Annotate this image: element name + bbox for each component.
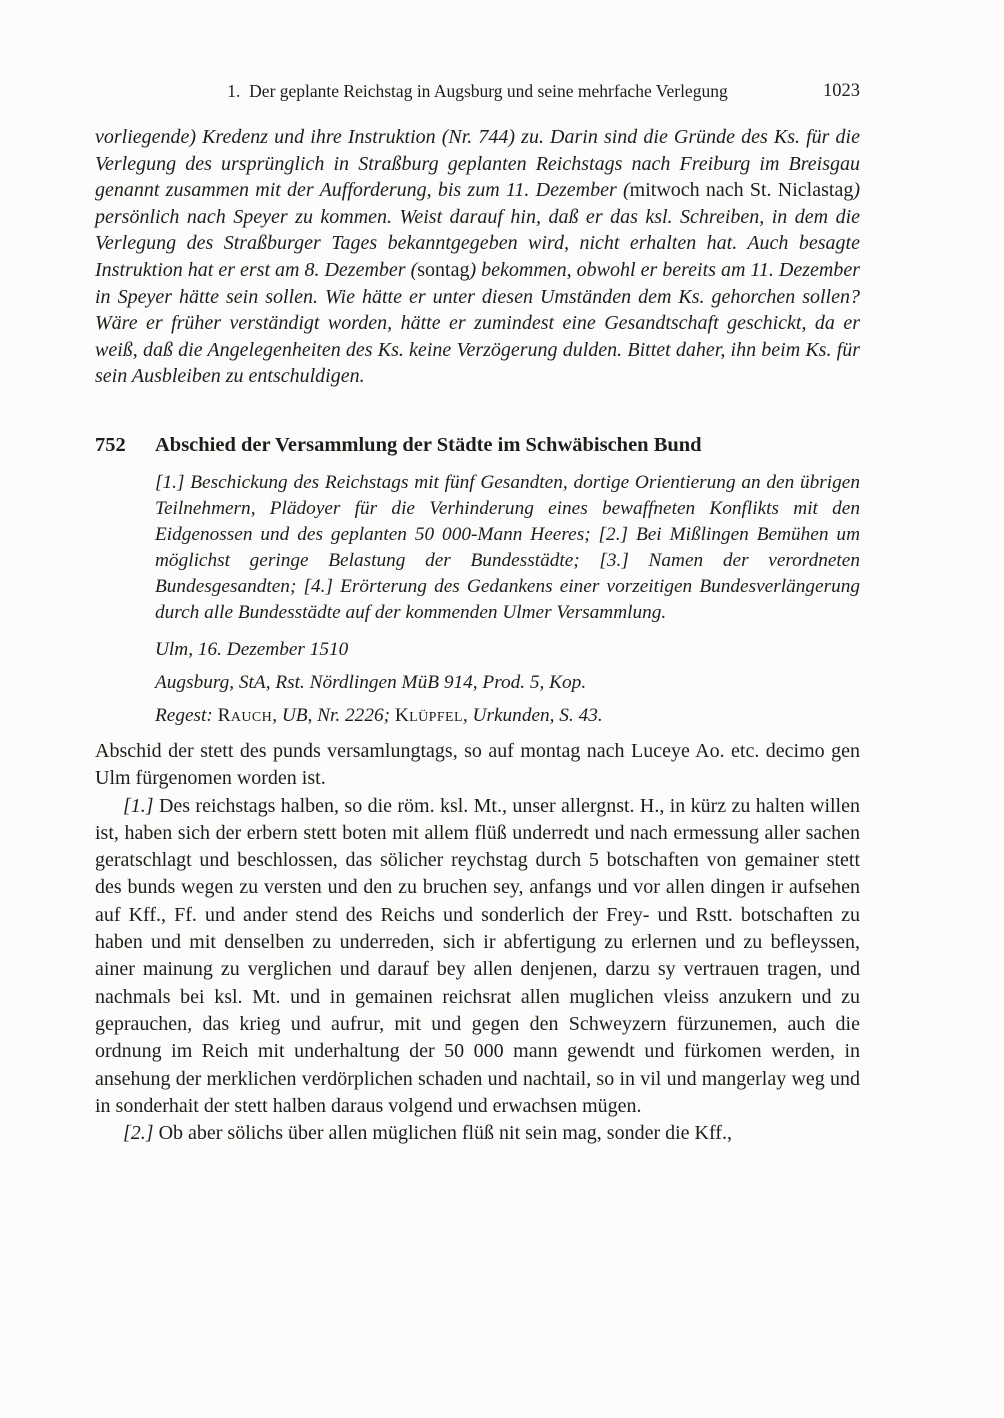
carryover-regest-paragraph xyxy=(95,124,860,390)
inline-date-gloss: sontag xyxy=(417,258,470,281)
body-paragraph xyxy=(95,1120,860,1147)
body-paragraph xyxy=(95,793,860,1121)
body-text-segment: Des reichstags halben, so die röm. ksl. Mt., unser allergnst. H., in kürz zu halten willen ist, haben sich der erbern stett boten mit allem flüß underredt und nach ermessung aller sachen geratschlagt und beschlossen, das sölicher reychstag durch 5 botschaften von gemainer stett des bunds wegen zu versten und den zu bruchen sey, anfangs und vor allen dingen ir aufsehen auf Kff., Ff. und ander stend des Reichs und sonderlich der Frey- und Rstt. botschaften zu haben und mit denselben zu underreden, sich ir abfertigung zu erlernen und zu befleyssen, ainer mainung zu verglichen und darauf bey allen denjenen, darzu sy vertrauen tragen, und nachmals bei ksl. Mt. und in gemainen reichsrat allen muglichen vleiss anzukern und zu geprauchen, das krieg und aufrur, mit und gegen den Schweyzern fürzunemen, auch die ordnung im Reich mit underhaltung der 50 000 mann gewendt und fürkomen werden, in ansehung der merklichen verdörplichen schaden und nachtail, so in vil und mangerlay weg und in sonderhait der stett halben daraus volgend und erwachsen mügen. xyxy=(95,794,860,1117)
entry-summary: [1.] Beschickung des Reichstags mit fünf Gesandten, dortige Orientierung an den übrigen Teilnehmern, Plädoyer für die Verhinderung eines bewaffneten Konflikts mit den Eidgenossen und des geplanten 50 000-Mann Heeres; [2.] Bei Mißlingen Bemühen um möglichst geringe Belastung der Bundesstädte; [3.] Namen der verordneten Bundesgesandten; [4.] Erörterung des Gedankens einer vorzeitigen Bundesverlängerung durch alle Bundesstädte auf der kommenden Ulmer Versammlung. xyxy=(155,471,860,623)
page-number: 1023 xyxy=(823,81,860,101)
entry-source-line: Augsburg, StA, Rst. Nördlingen MüB 914, Prod. 5, Kop. xyxy=(155,671,587,693)
entry-dateline: Ulm, 16. Dezember 1510 xyxy=(155,638,349,660)
text-block xyxy=(95,80,860,1147)
regest-text-segment: ) persönlich nach Speyer zu kommen. Weist darauf hin, daß er das ksl. Schreiben, in dem die Verlegung des Straßburger Tages bekanntgegeben wird, nicht erhalten hat. Auch besagte Instruktion hat er erst am 8. Dezember ( xyxy=(95,179,861,281)
regest-text-segment: ) bekommen, obwohl er bereits am 11. Dezember in Speyer hätte sein sollen. Wie hätte er unter diesen Umständen dem Ks. gehorchen sollen? Wäre er früher verständigt worden, hätte er zumindest eine Gesandtschaft geschickt, da er weiß, daß die Angelegenheiten des Ks. keine Verzögerung dulden. Bittet daher, ihn beim Ks. für sein Ausbleiben zu entschuldigen. xyxy=(95,258,860,388)
inline-date-gloss: mitwoch nach St. Niclastag xyxy=(629,179,854,202)
body-paragraph: Abschid der stett des punds versamlungtags, so auf montag nach Luceye Ao. etc. decimo gen Ulm fürgenomen worden ist. xyxy=(95,739,860,790)
regest-citation: , UB, Nr. 2226; xyxy=(272,704,395,726)
regest-author: Klüpfel xyxy=(394,704,463,726)
regest-text-segment: vorliegende) Kredenz und ihre Instruktion (Nr. 744) zu. Darin sind die Gründe des Ks. für die Verlegung des ursprünglich in Straßburg geplanten Reichstags nach Freiburg im Breisgau genannt zusammen mit der Aufforderung, bis zum 11. Dezember ( xyxy=(95,126,860,202)
regest-label: Regest: xyxy=(155,704,213,726)
entry-heading xyxy=(95,432,860,458)
entry-number: 752 xyxy=(95,433,126,456)
regest-citation: , Urkunden, S. 43. xyxy=(462,704,603,726)
section-marker: [2.] xyxy=(123,1122,154,1145)
entry-title: Abschied der Versammlung der Städte im Schwäbischen Bund xyxy=(155,433,702,456)
regest-author: Rauch xyxy=(217,704,273,726)
section-marker: [1.] xyxy=(123,794,154,817)
page-header xyxy=(95,80,860,102)
body-text-segment: Ob aber sölichs über allen müglichen flüß nit sein mag, sonder die Kff., xyxy=(153,1122,732,1145)
entry-regest-line xyxy=(155,703,860,729)
running-title: 1. Der geplante Reichstag in Augsburg und seine mehrfache Verlegung xyxy=(227,81,728,101)
